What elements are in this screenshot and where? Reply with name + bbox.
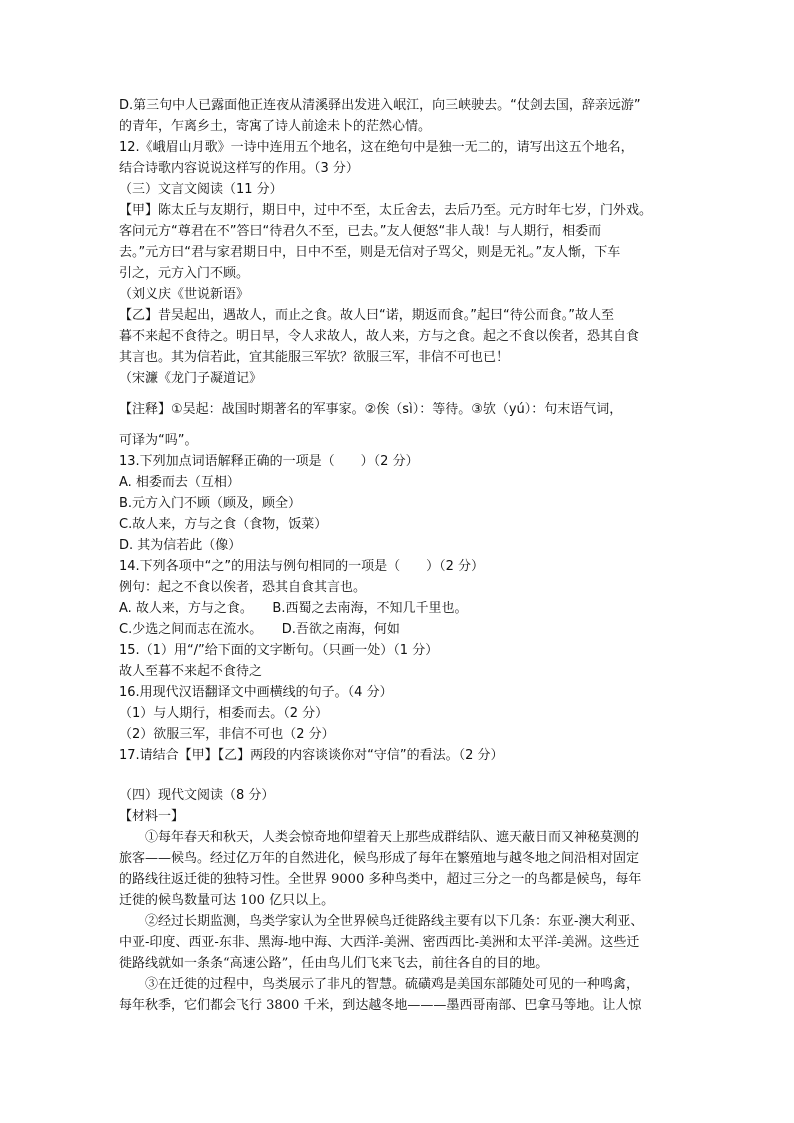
source-note: （刘义庆《世说新语》 (119, 287, 250, 302)
question-12: 12.《峨眉山月歌》一诗中连用五个地名，这在绝句中是独一无二的，请写出这五个地名， (119, 140, 634, 155)
text-line: 【乙】昔吴起出，遇故人，而止之食。故人曰“诺，期返而食。”起曰“待公而食。”故人至 (119, 308, 614, 323)
text-line: 故人至暮不来起不食待之 (119, 664, 263, 679)
question-15: 15.（1）用“/”给下面的文字断句。（只画一处）（1 分） (119, 643, 439, 658)
paragraph-line: 中亚-印度、西亚-东非、黑海-地中海、大西洋-美洲、密西西比-美洲和太平洋-美洲。这些迁 (119, 935, 640, 950)
example-sentence: 例句：起之不食以俟者，恐其自食其言也。 (119, 580, 367, 595)
text-line: 可译为“吗”。 (119, 433, 198, 448)
text-line: （1）与人期行，相委而去。（2 分） (119, 706, 329, 721)
paragraph-line: ②经过长期监测，鸟类学家认为全世界候鸟迁徙路线主要有以下几条：东亚-澳大利亚、 (145, 914, 644, 929)
option-a: A. 相委而去（互相） (119, 475, 240, 490)
text-line: （2）欲服三军，非信不可也（2 分） (119, 727, 335, 742)
paragraph-line: 的路线往返迁徙的独特习性。全世界 9000 多种鸟类中，超过三分之一的鸟都是候鸟，每年 (119, 872, 642, 887)
paragraph-line: 徙路线就如一条条“高速公路”，任由鸟儿们飞来飞去，前往各自的目的地。 (119, 956, 549, 971)
text-line: 去。”元方曰“君与家君期日中，日中不至，则是无信对子骂父，则是无礼。”友人惭，下车 (119, 245, 621, 260)
option-d: D. 其为信若此（像） (119, 538, 242, 553)
paragraph-line: 每年秋季，它们都会飞行 3800 千米，到达越冬地———墨西哥南部、巴拿马等地。让人惊 (119, 998, 642, 1013)
text-line: 【甲】陈太丘与友期行，期日中，过中不至，太丘舍去，去后乃至。元方时年七岁，门外戏。 (119, 203, 653, 218)
options-cd: C.少选之间而志在流水。 D.吾欲之南海，何如 (119, 622, 400, 637)
material-heading: 【材料一】 (119, 809, 185, 824)
paragraph-line: 迁徙的候鸟数量可达 100 亿只以上。 (119, 893, 335, 908)
question-14: 14.下列各项中“之”的用法与例句相同的一项是（ ）（2 分） (119, 559, 485, 574)
text-line: 的青年，乍离乡土，寄寓了诗人前途未卜的茫然心情。 (119, 119, 432, 134)
question-17: 17.请结合【甲】【乙】两段的内容谈谈你对“守信”的看法。（2 分） (119, 748, 504, 763)
text-line: 其言也。其为信若此，宜其能服三军欤？欲服三军，非信不可也已！ (119, 350, 510, 365)
paragraph-line: ①每年春天和秋天，人类会惊奇地仰望着天上那些成群结队、遮天蔽日而又神秘莫测的 (145, 830, 640, 845)
text-line: 结合诗歌内容说说这样写的作用。（3 分） (119, 161, 359, 176)
options-ab: A. 故人来，方与之食。 B.西蜀之去南海，不知几千里也。 (119, 601, 468, 616)
text-line: 暮不来起不食待之。明日早，令人求故人，故人来，方与之食。起之不食以俟者，恐其自食 (119, 329, 640, 344)
paragraph-line: 旅客——候鸟。经过亿万年的自然进化，候鸟形成了每年在繁殖地与越冬地之间沿相对固定 (119, 851, 640, 866)
annotation-note: 【注释】①吴起：战国时期著名的军事家。②俟（sì）：等待。③欤（yú）：句末语气词， (119, 402, 623, 417)
section-heading: （三）文言文阅读（11 分） (119, 182, 283, 197)
option-c: C.故人来，方与之食（食物，饭菜） (119, 517, 328, 532)
question-13: 13.下列加点词语解释正确的一项是（ ）（2 分） (119, 454, 419, 469)
section-heading: （四）现代文阅读（8 分） (119, 788, 275, 803)
source-note: （宋濂《龙门子凝道记》 (119, 371, 263, 386)
text-line: 客问元方“尊君在不”答曰“待君久不至，已去。”友人便怒“非人哉！与人期行，相委而 (119, 224, 602, 239)
question-16: 16.用现代汉语翻译文中画横线的句子。（4 分） (119, 685, 393, 700)
paragraph-line: ③在迁徙的过程中，鸟类展示了非凡的智慧。硫磺鸡是美国东部随处可见的一种鸣禽， (145, 977, 640, 992)
text-line: D.第三句中人已露面他正连夜从清溪驿出发进入岷江，向三峡驶去。“仗剑去国，辞亲远游” (119, 98, 641, 113)
text-line: 引之，元方入门不顾。 (119, 266, 250, 281)
option-b: B.元方入门不顾（顾及，顾全） (119, 496, 302, 511)
